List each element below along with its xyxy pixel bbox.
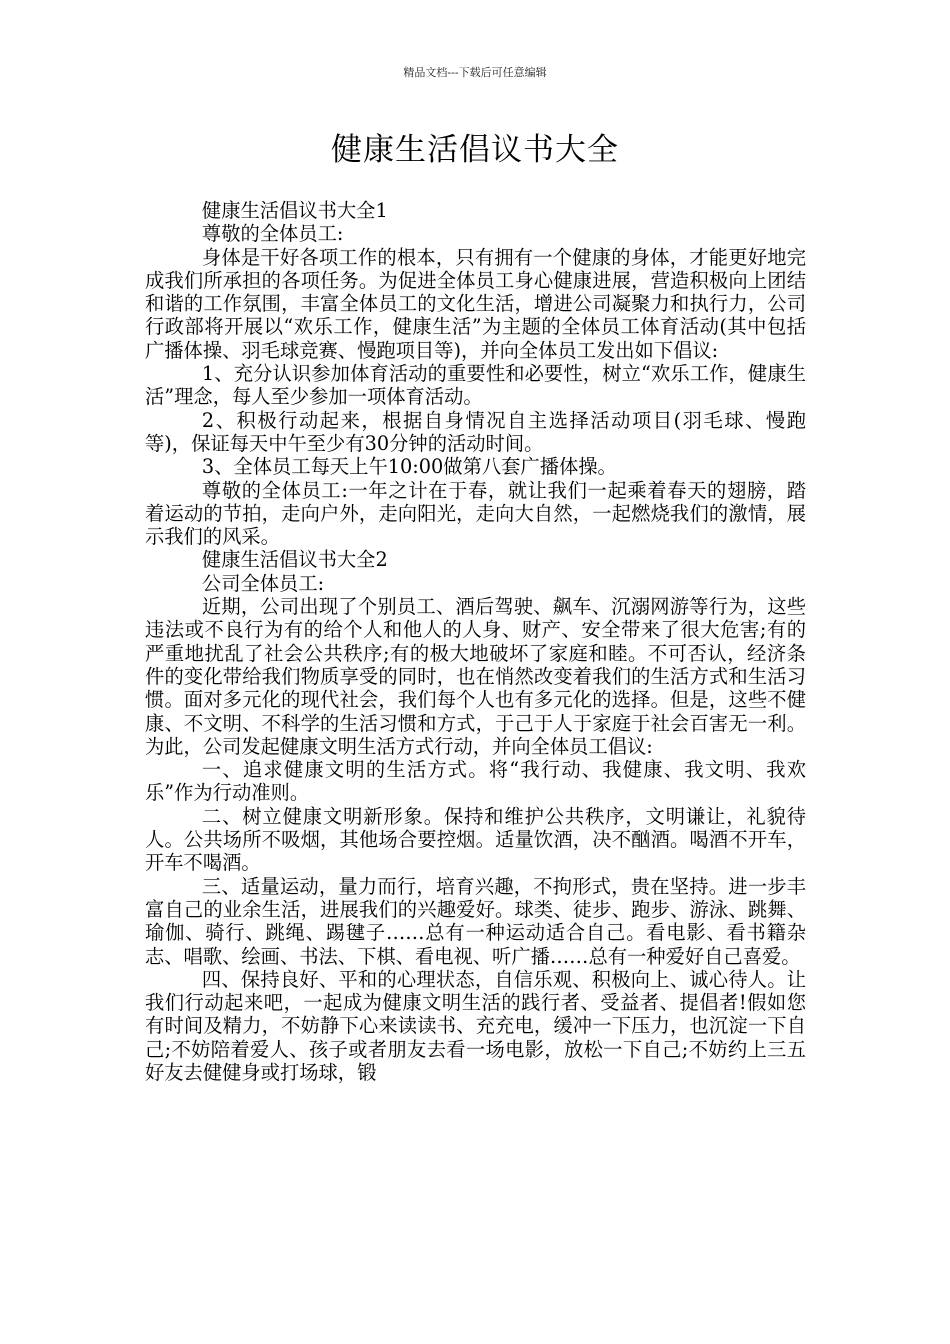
salutation: 尊敬的全体员工:: [201, 222, 344, 246]
proposal-item: 四、保持良好、平和的心理状态，自信乐观、积极向上、诚心待人。让我们行动起来吧，一起成为健康文明生活的践行者、受益者、提倡者!假如您有时间及精力，不妨静下心来读读书、充充电，缓冲一下压力，也沉淀一下自己;不妨陪着爱人、孩子或者朋友去看一场电影，放松一下自己;不妨约上三五好友去健健身或打场球，锻: [145, 967, 806, 1084]
section-heading-1: 健康生活倡议书大全1: [201, 199, 388, 222]
proposal-item: 3、全体员工每天上午10:00做第八套广播体操。: [201, 455, 617, 479]
proposal-item: 一、追求健康文明的生活方式。将“我行动、我健康、我文明、我欢乐”作为行动准则。: [145, 758, 806, 805]
section-heading-2: 健康生活倡议书大全2: [201, 548, 388, 572]
proposal-item: 三、适量运动，量力而行，培育兴趣，不拘形式，贵在坚持。进一步丰富自己的业余生活，进展我们的兴趣爱好。球类、徒步、跑步、游泳、跳舞、瑜伽、骑行、跳绳、踢毽子……总有一种运动适合自己。看电影、看书籍杂志、唱歌、绘画、书法、下棋、看电视、听广播……总有一种爱好自己喜爱。: [145, 874, 806, 968]
body-paragraph: 尊敬的全体员工:一年之计在于春，就让我们一起乘着春天的翅膀，踏着运动的节拍，走向户外，走向阳光，走向大自然，一起燃烧我们的激情，展示我们的风采。: [145, 478, 806, 549]
salutation: 公司全体员工:: [201, 571, 325, 595]
body-paragraph: 身体是干好各项工作的根本，只有拥有一个健康的身体，才能更好地完成我们所承担的各项任务。为促进全体员工身心健康进展，营造积极向上团结和谐的工作氛围，丰富全体员工的文化生活，增进公司凝聚力和执行力，公司行政部将开展以“欢乐工作，健康生活”为主题的全体员工体育活动(其中包括广播体操、羽毛球竞赛、慢跑项目等)，并向全体员工发出如下倡议:: [145, 245, 806, 362]
header-note: 精品文档---下载后可任意编辑: [403, 66, 547, 79]
document-title: 健康生活倡议书大全: [331, 132, 619, 168]
document-body: [145, 199, 806, 1084]
body-paragraph: 近期，公司出现了个别员工、酒后驾驶、飙车、沉溺网游等行为，这些违法或不良行为有的给个人和他人的人身、财产、安全带来了很大危害;有的严重地扰乱了社会公共秩序;有的极大地破坏了家庭和睦。不可否认，经济条件的变化带给我们物质享受的同时，也在悄然改变着我们的生活方式和生活习惯。面对多元化的现代社会，我们每个人也有多元化的选择。但是，这些不健康、不文明、不科学的生活习惯和方式，于己于人于家庭于社会百害无一利。为此，公司发起健康文明生活方式行动，并向全体员工倡议:: [145, 595, 806, 758]
proposal-item: 二、树立健康文明新形象。保持和维护公共秩序，文明谦让，礼貌待人。公共场所不吸烟，其他场合要控烟。适量饮酒，决不酗酒。喝酒不开车，开车不喝酒。: [145, 804, 806, 875]
proposal-item: 1、充分认识参加体育活动的重要性和必要性，树立“欢乐工作，健康生活”理念，每人至少参加一项体育活动。: [145, 362, 806, 409]
proposal-item: 2、积极行动起来，根据自身情况自主选择活动项目(羽毛球、慢跑等)，保证每天中午至少有30分钟的活动时间。: [145, 408, 806, 455]
